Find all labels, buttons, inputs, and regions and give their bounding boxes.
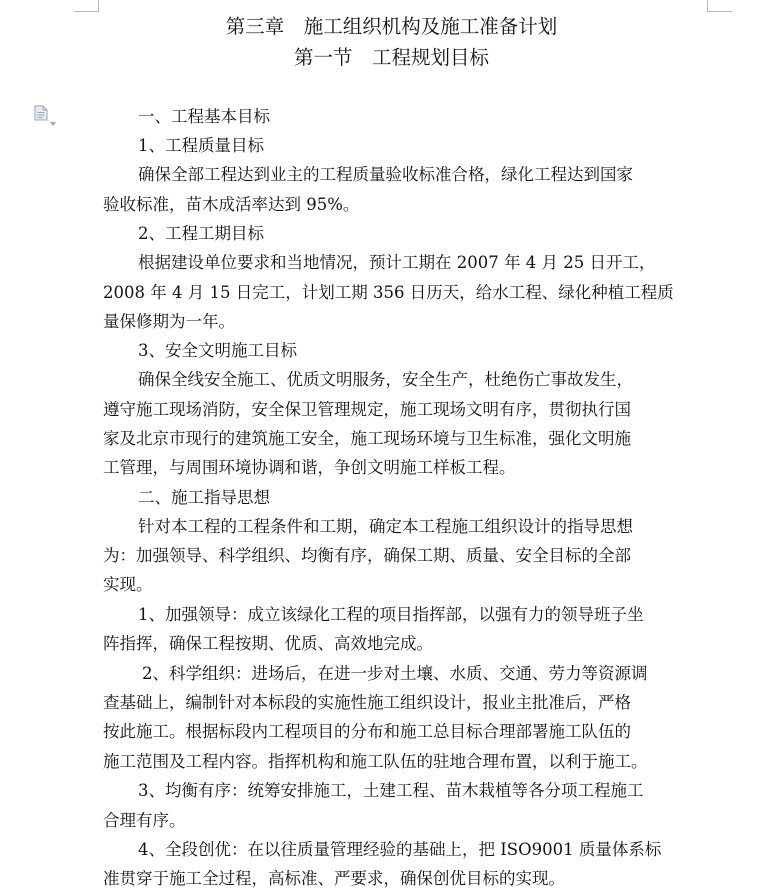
chevron-down-icon (50, 111, 56, 115)
paragraph-line: 施工范围及工程内容。指挥机构和施工队伍的驻地合理布置，以利于施工。 (103, 752, 648, 771)
paragraph-line: 根据建设单位要求和当地情况，预计工期在 2007 年 4 月 25 日开工， (138, 253, 656, 272)
paragraph-line: 工管理，与周围环境协调和谐，争创文明施工样板工程。 (103, 458, 516, 477)
document-options-button[interactable] (34, 104, 60, 122)
paragraph-line: 确保全部工程达到业主的工程质量验收标准合格，绿化工程达到国家 (138, 165, 633, 184)
section-title: 第一节 工程规划目标 (293, 46, 489, 69)
paragraph-line: 确保全线安全施工、优质文明服务，安全生产，杜绝伤亡事故发生， (138, 370, 633, 389)
subheading-schedule-goal: 2、工程工期目标 (138, 224, 264, 243)
paragraph-line: 1、加强领导：成立该绿化工程的项目指挥部，以强有力的领导班子坐 (138, 605, 644, 624)
paragraph-line: 为：加强领导、科学组织、均衡有序，确保工期、质量、安全目标的全部 (103, 546, 631, 565)
paragraph-line: 按此施工。根据标段内工程项目的分布和施工总目标合理部署施工队伍的 (103, 722, 631, 741)
chapter-title: 第三章 施工组织机构及施工准备计划 (225, 15, 558, 38)
paragraph-line: 准贯穿于施工全过程，高标准、严要求，确保创优目标的实现。 (103, 869, 565, 888)
paragraph-line: 家及北京市现行的建筑施工安全，施工现场环境与卫生标准，强化文明施 (103, 429, 631, 448)
paragraph-line: 量保修期为一年。 (103, 312, 235, 331)
paragraph-line: 实现。 (103, 575, 153, 594)
paragraph-line: 4、全段创优：在以往质量管理经验的基础上，把 ISO9001 质量体系标 (138, 840, 662, 859)
heading-guiding-ideas: 二、施工指导思想 (138, 488, 270, 507)
paragraph-line: 验收标准，苗木成活率达到 95%。 (103, 195, 360, 214)
page-corner-top-left (74, 0, 99, 12)
paragraph-line: 2008 年 4 月 15 日完工，计划工期 356 日历天，给水工程、绿化种植工程质 (103, 283, 674, 302)
paragraph-line: 2、科学组织：进场后，在进一步对土壤、水质、交通、劳力等资源调 (142, 664, 648, 683)
document-options-icon (34, 105, 48, 121)
page-corner-top-right (707, 0, 732, 12)
paragraph-line: 合理有序。 (103, 811, 186, 830)
paragraph-line: 3、均衡有序：统筹安排施工，土建工程、苗木栽植等各分项工程施工 (138, 781, 644, 800)
paragraph-line: 针对本工程的工程条件和工期，确定本工程施工组织设计的指导思想 (138, 517, 633, 536)
paragraph-line: 阵指挥，确保工程按期、优质、高效地完成。 (103, 634, 433, 653)
subheading-safety-goal: 3、安全文明施工目标 (138, 341, 297, 360)
subheading-quality-goal: 1、工程质量目标 (138, 136, 264, 155)
paragraph-line: 查基础上，编制针对本标段的实施性施工组织设计，报业主批准后，严格 (103, 693, 631, 712)
heading-basic-goals: 一、工程基本目标 (138, 107, 270, 126)
paragraph-line: 遵守施工现场消防，安全保卫管理规定，施工现场文明有序，贯彻执行国 (103, 400, 631, 419)
